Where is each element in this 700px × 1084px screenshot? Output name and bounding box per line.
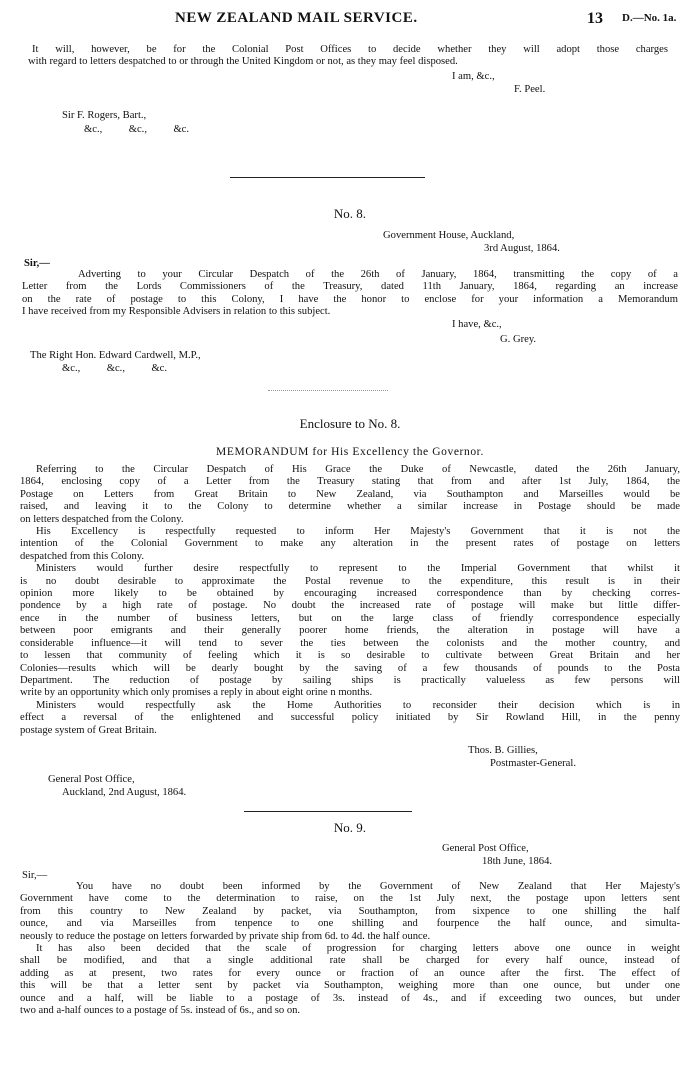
text-line: His Excellency is respectfully requested to inform Her Majesty's Government that it is not the: [36, 526, 680, 538]
text-line: Department. The reduction of postage by sailing ships is practically valueless as few persons will: [20, 674, 680, 686]
addressee: Sir F. Rogers, Bart.,: [62, 110, 147, 121]
section-divider: [268, 390, 388, 391]
text-line: Ministers would respectfully ask the Home Authorities to reconsider their decision which is in: [36, 699, 680, 711]
header-title: NEW ZEALAND MAIL SERVICE.: [175, 10, 418, 26]
text-line: ounce, and via Marseilles from tenpence to one shilling and fourpence the half ounce, and simulta-: [20, 918, 680, 930]
text-line: postage system of Great Britain.: [20, 724, 157, 736]
text-line: adding as at present, two rates for every ounce or fraction of an ounce after the first. The effect of: [20, 967, 680, 979]
signature: G. Grey.: [500, 334, 537, 345]
text-line: Colonies—results which will be dearly bought by the saving of a few thousands of pounds to the Posta: [20, 662, 680, 674]
text-line: Postage on Letters from Great Britain to New Zealand, via Southampton and Marseilles would be: [20, 488, 680, 500]
text-line: pondence by a high rate of postage. No doubt the increased rate of postage will make but little differ-: [20, 600, 680, 612]
text-line: between poor emigrants and their generally poorer home friends, the alteration in postage will have a: [20, 625, 680, 637]
text-line: is no doubt desirable to approximate the Postal revenue to the expenditure, this result is in their: [20, 575, 680, 587]
addressee-etc: &c., &c., &c.: [62, 363, 168, 374]
text-line: on the rate of postage to this Colony, I have the honor to enclose for your information a Memorandum: [22, 293, 678, 305]
text-line: despatched from this Colony.: [20, 550, 145, 562]
addressee: The Right Hon. Edward Cardwell, M.P.,: [30, 350, 201, 361]
text-line: ence in the number of business letters, but on the large class of friendly correspondence especially: [20, 612, 680, 624]
section-heading-no8: No. 8.: [333, 206, 367, 221]
text-line: two and a-half ounces to a postage of 5s. instead of 6s., and so on.: [20, 1005, 301, 1017]
text-line: with regard to letters despatched to or through the United Kingdom or not, as they may feel disposed.: [28, 56, 458, 68]
signature: Thos. B. Gillies,: [468, 745, 538, 756]
no8-body: [22, 269, 678, 319]
page-number: 13: [587, 10, 603, 27]
text-line: write by an opportunity which only promises a reply in about eight orine n months.: [20, 687, 373, 699]
text-line: I have received from my Responsible Advisers in relation to this subject.: [22, 306, 331, 318]
text-line: neously to reduce the postage on letters forwarded by private ship from 6d. to 4d. the half ounce.: [20, 930, 431, 942]
letter-date: 18th June, 1864.: [482, 856, 553, 867]
text-line: to lessen that community of feeling which it is so desirable to cultivate between Great Britain and her: [20, 650, 680, 662]
salutation: Sir,—: [24, 258, 50, 269]
text-line: on letters despatched from the Colony.: [20, 513, 184, 525]
text-line: intention of the Colonial Government to make any alteration in the present rates of postage on letters: [20, 538, 680, 550]
origin-place: General Post Office,: [48, 774, 135, 785]
closing: I am, &c.,: [452, 71, 495, 82]
memorandum-title: MEMORANDUM for His Excellency the Governor.: [216, 446, 484, 458]
signature-title: Postmaster-General.: [490, 758, 576, 769]
text-line: from this country to New Zealand by packet, via Southampton, from sixpence to one shilling the half: [20, 905, 680, 917]
text-line: You have no doubt been informed by the Government of New Zealand that Her Majesty's: [76, 881, 680, 892]
text-line: considerable influence—it will tend to sever the ties between the colonists and the mother country, and: [20, 637, 680, 649]
text-line: shall be modified, and that a single additional rate shall be charged for every half ounce, instead of: [20, 955, 680, 967]
text-line: opinion more likely to be obtained by encouraging increased correspondence than by checking corres-: [20, 588, 680, 600]
section-heading-no9: No. 9.: [333, 820, 367, 835]
text-line: It will, however, be for the Colonial Post Offices to decide whether they will adopt those charges: [32, 44, 668, 55]
text-line: Adverting to your Circular Despatch of the 26th of January, 1864, transmitting the copy of a: [78, 269, 678, 280]
origin-date: Auckland, 2nd August, 1864.: [62, 787, 187, 798]
no9-body: [20, 881, 680, 1017]
text-line: Referring to the Circular Despatch of His Grace the Duke of Newcastle, dated the 26th January,: [36, 464, 680, 475]
memorandum-body: [20, 464, 680, 737]
page-header: [0, 6, 700, 30]
text-line: Government have come to the determination to raise, on the 1st July next, the postage upon letters sent: [20, 893, 680, 905]
section-divider: [244, 811, 412, 812]
text-line: 1864, enclosing copy of a Letter from the Treasury stating that from and after 1st July, 1864, the: [20, 476, 680, 488]
text-line: this will be that a letter sent by packet via Southampton, weighing more than one ounce, but under one: [20, 980, 680, 992]
top-letter-body: [28, 44, 668, 69]
enclosure-heading: Enclosure to No. 8.: [299, 416, 401, 431]
letter-place: Government House, Auckland,: [383, 230, 515, 241]
signature: F. Peel.: [514, 84, 546, 95]
section-divider: [230, 177, 425, 178]
salutation: Sir,—: [22, 870, 48, 881]
closing: I have, &c.,: [452, 319, 502, 330]
letter-date: 3rd August, 1864.: [484, 243, 560, 254]
letter-place: General Post Office,: [442, 843, 529, 854]
addressee-etc: &c., &c., &c.: [84, 124, 190, 135]
text-line: ounce and a half, will be liable to a postage of 3s. instead of 4s., and if exceeding two ounces, but under: [20, 992, 680, 1004]
document-code: D.—No. 1a.: [622, 12, 677, 24]
text-line: Ministers would further desire respectfully to represent to the Imperial Government that whilst it: [36, 563, 680, 575]
text-line: It has also been decided that the scale of progression for charging letters above one ounce in weight: [36, 943, 680, 955]
text-line: Letter from the Lords Commissioners of the Treasury, dated 11th January, 1864, regarding an increase: [22, 281, 678, 293]
text-line: effect a reversal of the enlightened and successful policy initiated by Sir Rowland Hill, in the penny: [20, 712, 680, 724]
text-line: raised, and leaving it to the Colony to determine whether a similar increase in Postage should be made: [20, 501, 680, 513]
